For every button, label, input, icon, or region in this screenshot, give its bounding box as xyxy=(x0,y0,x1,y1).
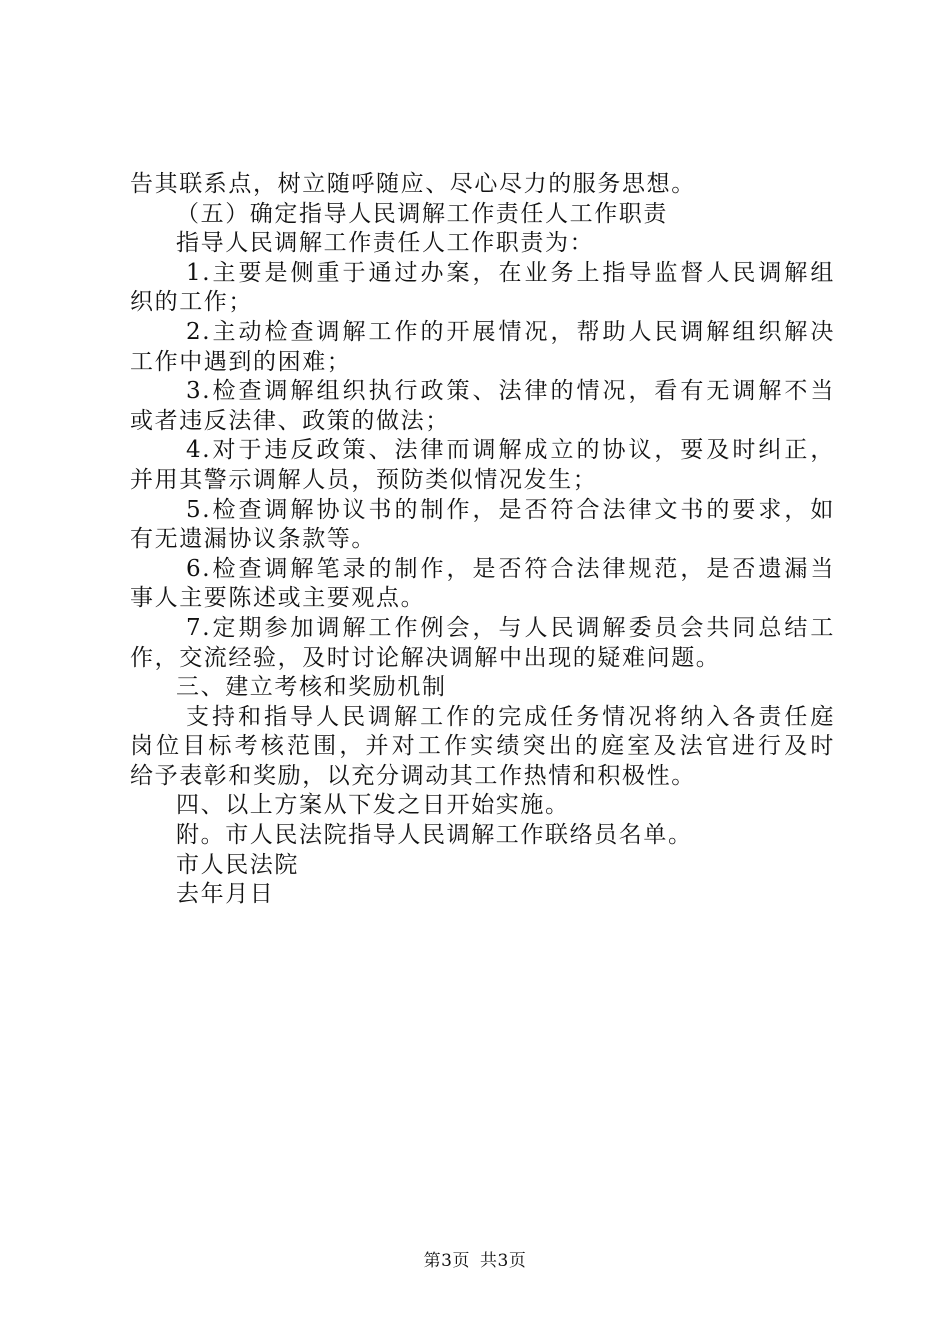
list-item-line: 事人主要陈述或主要观点。 xyxy=(130,585,426,612)
page-number-total: 共3页 xyxy=(480,1251,527,1271)
signature-organization: 市人民法院 xyxy=(176,851,299,878)
list-item-line: 或者违反法律、政策的做法； xyxy=(130,407,450,434)
section-heading: 三、建立考核和奖励机制 xyxy=(176,674,447,701)
paragraph-line: 给予表彰和奖励，以充分调动其工作热情和积极性。 xyxy=(130,762,696,789)
section-heading: 四、以上方案从下发之日开始实施。 xyxy=(176,792,570,819)
list-item-line: 3.检查调解组织执行政策、法律的情况，看有无调解不当 xyxy=(186,378,835,405)
paragraph-line: 岗位目标考核范围，并对工作实绩突出的庭室及法官进行及时 xyxy=(130,733,835,760)
document-body xyxy=(130,170,835,910)
list-item-line: 工作中遇到的困难； xyxy=(130,348,352,375)
list-item-line: 6.检查调解笔录的制作，是否符合法律规范，是否遗漏当 xyxy=(186,555,835,582)
list-item-line: 7.定期参加调解工作例会，与人民调解委员会共同总结工 xyxy=(186,614,835,641)
paragraph-line: 告其联系点，树立随呼随应、尽心尽力的服务思想。 xyxy=(130,171,696,197)
list-item-line: 1.主要是侧重于通过办案，在业务上指导监督人民调解组 xyxy=(186,259,835,286)
list-item-line: 并用其警示调解人员，预防类似情况发生； xyxy=(130,466,598,493)
signature-date: 去年月日 xyxy=(176,881,275,908)
list-item-line: 5.检查调解协议书的制作，是否符合法律文书的要求，如 xyxy=(186,496,835,523)
page-footer xyxy=(0,1246,950,1271)
list-item-line: 2.主动检查调解工作的开展情况，帮助人民调解组织解决 xyxy=(186,318,835,345)
page-number-current: 第3页 xyxy=(423,1251,470,1271)
list-item-line: 作，交流经验，及时讨论解决调解中出现的疑难问题。 xyxy=(130,644,721,671)
list-item-line: 4.对于违反政策、法律而调解成立的协议，要及时纠正， xyxy=(186,437,835,464)
list-item-line: 有无遗漏协议条款等。 xyxy=(130,526,376,553)
attachment-note: 附。市人民法院指导人民调解工作联络员名单。 xyxy=(176,822,693,849)
paragraph-line: 指导人民调解工作责任人工作职责为： xyxy=(176,230,595,257)
section-heading: （五）确定指导人民调解工作责任人工作职责 xyxy=(176,200,668,227)
paragraph-line: 支持和指导人民调解工作的完成任务情况将纳入各责任庭 xyxy=(186,703,835,730)
list-item-line: 织的工作； xyxy=(130,289,253,316)
